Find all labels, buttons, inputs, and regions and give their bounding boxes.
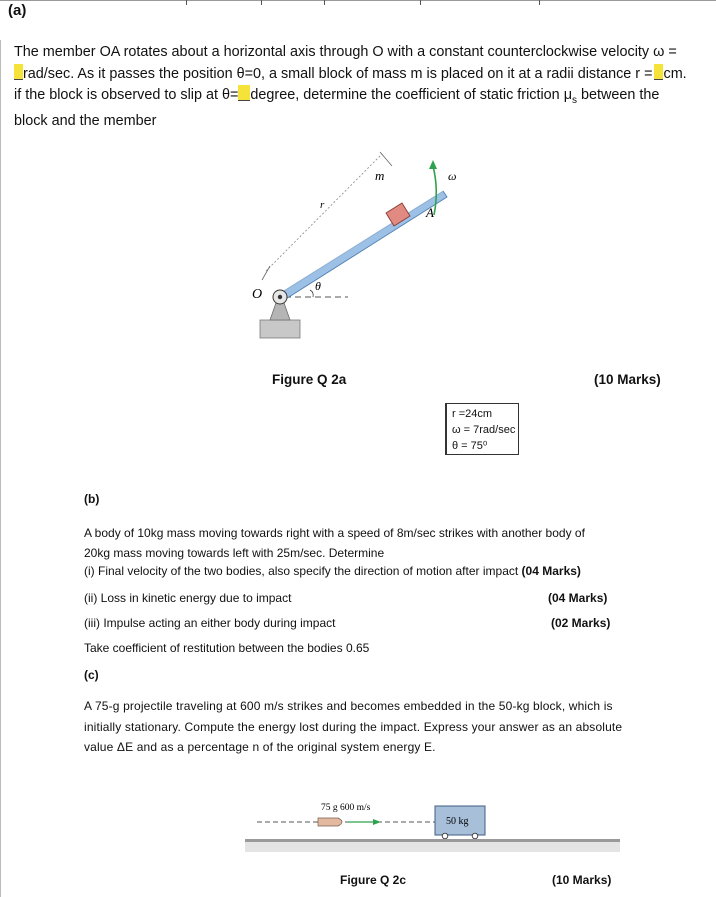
given-values-box bbox=[445, 403, 519, 455]
section-b-item-1 bbox=[84, 564, 581, 578]
section-c-label: (c) bbox=[84, 668, 99, 682]
block-wheel bbox=[472, 833, 478, 839]
projectile-label: 75 g 600 m/s bbox=[321, 803, 371, 813]
section-c-problem-text: A 75-g projectile traveling at 600 m/s strikes and becomes embedded in the 50-kg block, which is initially stationary. Compute the energy lost during the impact. Express your answer as an absolute value ΔE and as a percentage n of the original system energy E. bbox=[84, 699, 623, 754]
radius-extension-line bbox=[380, 152, 392, 166]
section-a-line-3b: degree, determine the coefficient of static friction μ bbox=[250, 87, 572, 103]
section-a-line-4: block and the member bbox=[14, 113, 157, 130]
section-a-line-3a: if the block is observed to slip at θ= bbox=[14, 87, 239, 103]
given-radius: r =24cm bbox=[452, 408, 493, 420]
omega-blank-highlight bbox=[14, 64, 23, 80]
radius-blank-highlight bbox=[654, 64, 663, 80]
theta-arc bbox=[310, 290, 313, 297]
figure-q2c-caption: Figure Q 2c bbox=[340, 873, 407, 887]
section-c-marks: (10 Marks) bbox=[552, 873, 612, 887]
label-o: O bbox=[252, 287, 263, 302]
section-a-line-3 bbox=[14, 85, 704, 111]
member-highlight bbox=[278, 190, 444, 294]
section-a-line-1: The member OA rotates about a horizontal axis through O with a constant counterclockwise velocity ω = bbox=[14, 44, 677, 60]
section-a-line-3c: between the bbox=[576, 87, 660, 103]
figure-q2c-projectile-block bbox=[245, 796, 620, 861]
section-a-label: (a) bbox=[8, 2, 27, 19]
pivot-pin-center bbox=[278, 295, 282, 299]
ground-surface bbox=[245, 839, 620, 842]
projectile-bullet bbox=[318, 818, 342, 826]
section-b-line-1: A body of 10kg mass moving towards right with a speed of 8m/sec strikes with another body of bbox=[84, 526, 585, 540]
top-tick bbox=[324, 0, 325, 5]
section-b-item-3: (iii) Impulse acting an either body during impact bbox=[84, 616, 336, 630]
top-tick bbox=[261, 0, 262, 5]
velocity-arrowhead-icon bbox=[373, 819, 381, 825]
section-a-line-2b: cm. bbox=[663, 65, 687, 82]
top-tick bbox=[420, 0, 421, 5]
section-a-line-2 bbox=[14, 64, 704, 86]
radius-dimension-line bbox=[266, 154, 385, 271]
top-border-line bbox=[0, 0, 716, 1]
label-r: r bbox=[320, 199, 325, 211]
section-b-restitution: Take coefficient of restitution between the bodies 0.65 bbox=[84, 641, 370, 655]
section-b-item-3-marks: (02 Marks) bbox=[551, 616, 611, 630]
section-b-label: (b) bbox=[84, 492, 100, 506]
member-oa bbox=[277, 191, 447, 302]
section-b-intro bbox=[84, 523, 684, 563]
section-b-line-2: 20kg mass moving towards left with 25m/sec. Determine bbox=[84, 546, 385, 560]
section-b-item-2: (ii) Loss in kinetic energy due to impact bbox=[84, 591, 292, 605]
radius-extension-line bbox=[262, 266, 270, 280]
section-b-item-1-marks: (04 Marks) bbox=[521, 564, 581, 578]
label-a: A bbox=[426, 205, 434, 220]
ground-shading bbox=[245, 842, 620, 852]
block-wheel bbox=[442, 833, 448, 839]
theta-blank-highlight bbox=[238, 85, 250, 101]
block-label: 50 kg bbox=[446, 816, 469, 827]
given-omega: ω = 7rad/sec bbox=[452, 424, 516, 436]
label-theta: θ bbox=[315, 279, 321, 293]
label-omega: ω bbox=[448, 169, 457, 183]
top-tick bbox=[539, 0, 540, 5]
section-a-marks: (10 Marks) bbox=[594, 372, 661, 387]
figure-q2a-caption: Figure Q 2a bbox=[272, 372, 347, 387]
omega-arrowhead-icon bbox=[429, 160, 437, 169]
section-b-item-1-text: (i) Final velocity of the two bodies, also specify the direction of motion after impact bbox=[84, 564, 519, 578]
section-a-line-2a: rad/sec. As it passes the position θ=0, a small block of mass m is placed on it at a radii distance r = bbox=[23, 65, 653, 82]
label-m: m bbox=[375, 168, 385, 183]
top-tick bbox=[186, 0, 187, 5]
section-a-problem-text bbox=[14, 42, 704, 133]
pivot-base bbox=[260, 320, 300, 338]
section-b-item-2-marks: (04 Marks) bbox=[548, 591, 608, 605]
figure-q2a-rotating-member bbox=[230, 140, 490, 355]
given-theta: θ = 75⁰ bbox=[452, 440, 488, 452]
left-margin-rule bbox=[0, 40, 1, 897]
mu-subscript: s bbox=[571, 94, 577, 106]
